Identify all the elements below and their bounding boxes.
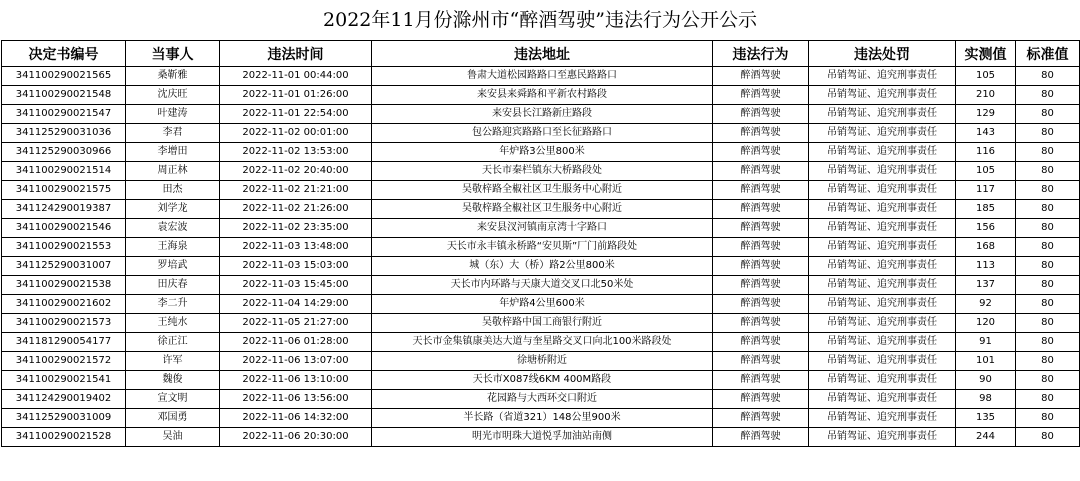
measured-value-cell: 210 [956,86,1016,105]
party-cell: 徐正江 [126,333,220,352]
violation-time-cell: 2022-11-04 14:29:00 [220,295,372,314]
violation-time-cell: 2022-11-06 13:10:00 [220,371,372,390]
violation-time-cell: 2022-11-06 20:30:00 [220,428,372,447]
violation-time-cell: 2022-11-02 21:21:00 [220,181,372,200]
party-cell: 罗培武 [126,257,220,276]
party-cell: 田庆春 [126,276,220,295]
violation-address-cell: 鲁肃大道松园路路口至惠民路路口 [372,67,713,86]
party-cell: 王纯水 [126,314,220,333]
penalty-cell: 吊销驾证、追究刑事责任 [809,124,956,143]
standard-value-cell: 80 [1016,409,1080,428]
decision-number-cell: 341124290019387 [2,200,126,219]
table-row [2,124,1080,143]
party-cell: 田杰 [126,181,220,200]
party-cell: 邓国勇 [126,409,220,428]
violation-behavior-cell: 醉酒驾驶 [713,390,809,409]
penalty-cell: 吊销驾证、追究刑事责任 [809,105,956,124]
violation-address-cell: 天长市X087线6KM 400M路段 [372,371,713,390]
standard-value-cell: 80 [1016,390,1080,409]
penalty-cell: 吊销驾证、追究刑事责任 [809,352,956,371]
violation-behavior-cell: 醉酒驾驶 [713,238,809,257]
decision-number-cell: 341100290021573 [2,314,126,333]
standard-value-cell: 80 [1016,181,1080,200]
decision-number-cell: 341100290021538 [2,276,126,295]
measured-value-cell: 143 [956,124,1016,143]
table-row [2,162,1080,181]
table-row [2,409,1080,428]
violation-address-cell: 来安县长江路新庄路段 [372,105,713,124]
table-row [2,276,1080,295]
violations-table [1,40,1080,447]
table-row [2,200,1080,219]
penalty-cell: 吊销驾证、追究刑事责任 [809,238,956,257]
violation-time-cell: 2022-11-02 13:53:00 [220,143,372,162]
table-row [2,86,1080,105]
standard-value-cell: 80 [1016,124,1080,143]
decision-number-cell: 341100290021514 [2,162,126,181]
party-cell: 沈庆旺 [126,86,220,105]
table-row [2,333,1080,352]
penalty-cell: 吊销驾证、追究刑事责任 [809,409,956,428]
standard-value-cell: 80 [1016,238,1080,257]
decision-number-cell: 341100290021602 [2,295,126,314]
violation-behavior-cell: 醉酒驾驶 [713,219,809,238]
decision-number-cell: 341100290021553 [2,238,126,257]
measured-value-cell: 113 [956,257,1016,276]
column-header-penalty: 违法处罚 [809,41,956,67]
party-cell: 桑靳雅 [126,67,220,86]
violation-behavior-cell: 醉酒驾驶 [713,105,809,124]
decision-number-cell: 341100290021528 [2,428,126,447]
violation-address-cell: 包公路迎宾路路口至长征路路口 [372,124,713,143]
table-body [2,67,1080,447]
violation-address-cell: 年炉路4公里600米 [372,295,713,314]
standard-value-cell: 80 [1016,295,1080,314]
decision-number-cell: 341124290019402 [2,390,126,409]
measured-value-cell: 91 [956,333,1016,352]
standard-value-cell: 80 [1016,276,1080,295]
party-cell: 宣文明 [126,390,220,409]
standard-value-cell: 80 [1016,428,1080,447]
measured-value-cell: 92 [956,295,1016,314]
violation-behavior-cell: 醉酒驾驶 [713,181,809,200]
violation-address-cell: 花园路与大西环交口附近 [372,390,713,409]
decision-number-cell: 341100290021547 [2,105,126,124]
decision-number-cell: 341100290021565 [2,67,126,86]
table-row [2,295,1080,314]
table-row [2,181,1080,200]
penalty-cell: 吊销驾证、追究刑事责任 [809,143,956,162]
measured-value-cell: 135 [956,409,1016,428]
measured-value-cell: 168 [956,238,1016,257]
violation-address-cell: 天长市永丰镇永桥路“安贝斯”厂门前路段处 [372,238,713,257]
violation-address-cell: 吴敬梓路全椒社区卫生服务中心附近 [372,200,713,219]
violation-time-cell: 2022-11-06 13:07:00 [220,352,372,371]
measured-value-cell: 137 [956,276,1016,295]
violation-behavior-cell: 醉酒驾驶 [713,67,809,86]
party-cell: 魏俊 [126,371,220,390]
violation-address-cell: 天长市秦栏镇东大桥路段处 [372,162,713,181]
standard-value-cell: 80 [1016,257,1080,276]
decision-number-cell: 341100290021575 [2,181,126,200]
column-header-violation-address: 违法地址 [372,41,713,67]
measured-value-cell: 117 [956,181,1016,200]
penalty-cell: 吊销驾证、追究刑事责任 [809,314,956,333]
standard-value-cell: 80 [1016,162,1080,181]
violation-address-cell: 吴敬梓路中国工商银行附近 [372,314,713,333]
violation-behavior-cell: 醉酒驾驶 [713,314,809,333]
violation-address-cell: 吴敬梓路全椒社区卫生服务中心附近 [372,181,713,200]
table-row [2,428,1080,447]
standard-value-cell: 80 [1016,333,1080,352]
measured-value-cell: 129 [956,105,1016,124]
violation-time-cell: 2022-11-03 15:45:00 [220,276,372,295]
party-cell: 袁宏波 [126,219,220,238]
violation-time-cell: 2022-11-05 21:27:00 [220,314,372,333]
standard-value-cell: 80 [1016,67,1080,86]
party-cell: 叶建涛 [126,105,220,124]
table-row [2,352,1080,371]
decision-number-cell: 341100290021548 [2,86,126,105]
decision-number-cell: 341125290031007 [2,257,126,276]
measured-value-cell: 90 [956,371,1016,390]
standard-value-cell: 80 [1016,219,1080,238]
standard-value-cell: 80 [1016,86,1080,105]
penalty-cell: 吊销驾证、追究刑事责任 [809,181,956,200]
measured-value-cell: 116 [956,143,1016,162]
violation-behavior-cell: 醉酒驾驶 [713,333,809,352]
violation-behavior-cell: 醉酒驾驶 [713,428,809,447]
table-row [2,371,1080,390]
penalty-cell: 吊销驾证、追究刑事责任 [809,86,956,105]
violation-behavior-cell: 醉酒驾驶 [713,162,809,181]
penalty-cell: 吊销驾证、追究刑事责任 [809,200,956,219]
violation-time-cell: 2022-11-02 20:40:00 [220,162,372,181]
violation-behavior-cell: 醉酒驾驶 [713,352,809,371]
violation-time-cell: 2022-11-03 15:03:00 [220,257,372,276]
violation-time-cell: 2022-11-01 22:54:00 [220,105,372,124]
violation-behavior-cell: 醉酒驾驶 [713,143,809,162]
violation-behavior-cell: 醉酒驾驶 [713,86,809,105]
party-cell: 王海泉 [126,238,220,257]
violation-behavior-cell: 醉酒驾驶 [713,276,809,295]
violation-time-cell: 2022-11-01 01:26:00 [220,86,372,105]
violation-address-cell: 城（东）大（桥）路2公里800米 [372,257,713,276]
party-cell: 李增田 [126,143,220,162]
violation-address-cell: 天长市内环路与天康大道交叉口北50米处 [372,276,713,295]
penalty-cell: 吊销驾证、追究刑事责任 [809,333,956,352]
violation-behavior-cell: 醉酒驾驶 [713,200,809,219]
violation-behavior-cell: 醉酒驾驶 [713,409,809,428]
penalty-cell: 吊销驾证、追究刑事责任 [809,219,956,238]
party-cell: 李君 [126,124,220,143]
standard-value-cell: 80 [1016,371,1080,390]
decision-number-cell: 341100290021546 [2,219,126,238]
penalty-cell: 吊销驾证、追究刑事责任 [809,428,956,447]
violation-address-cell: 天长市金集镇康美达大道与奎星路交叉口向北100米路段处 [372,333,713,352]
violation-time-cell: 2022-11-06 14:32:00 [220,409,372,428]
violation-time-cell: 2022-11-06 01:28:00 [220,333,372,352]
page-title: 2022年11月份滁州市“醉酒驾驶”违法行为公开公示 [323,9,757,31]
violation-time-cell: 2022-11-06 13:56:00 [220,390,372,409]
table-row [2,314,1080,333]
violation-address-cell: 来安县汊河镇南京湾十字路口 [372,219,713,238]
column-header-violation-time: 违法时间 [220,41,372,67]
violation-time-cell: 2022-11-02 00:01:00 [220,124,372,143]
standard-value-cell: 80 [1016,314,1080,333]
column-header-standard-value: 标准值 [1016,41,1080,67]
column-header-measured-value: 实测值 [956,41,1016,67]
penalty-cell: 吊销驾证、追究刑事责任 [809,276,956,295]
violation-behavior-cell: 醉酒驾驶 [713,295,809,314]
column-header-decision-number: 决定书编号 [2,41,126,67]
violation-address-cell: 半长路（省道321）148公里900米 [372,409,713,428]
penalty-cell: 吊销驾证、追究刑事责任 [809,67,956,86]
table-row [2,219,1080,238]
penalty-cell: 吊销驾证、追究刑事责任 [809,371,956,390]
column-header-violation-behavior: 违法行为 [713,41,809,67]
measured-value-cell: 185 [956,200,1016,219]
decision-number-cell: 341125290030966 [2,143,126,162]
penalty-cell: 吊销驾证、追究刑事责任 [809,257,956,276]
party-cell: 李二升 [126,295,220,314]
table-row [2,238,1080,257]
party-cell: 刘学龙 [126,200,220,219]
violation-behavior-cell: 醉酒驾驶 [713,124,809,143]
violation-behavior-cell: 醉酒驾驶 [713,257,809,276]
decision-number-cell: 341181290054177 [2,333,126,352]
standard-value-cell: 80 [1016,143,1080,162]
penalty-cell: 吊销驾证、追究刑事责任 [809,162,956,181]
table-row [2,390,1080,409]
violation-address-cell: 年炉路3公里800米 [372,143,713,162]
table-row [2,67,1080,86]
party-cell: 周正林 [126,162,220,181]
violation-time-cell: 2022-11-02 23:35:00 [220,219,372,238]
measured-value-cell: 105 [956,162,1016,181]
table-row [2,143,1080,162]
decision-number-cell: 341100290021541 [2,371,126,390]
measured-value-cell: 120 [956,314,1016,333]
penalty-cell: 吊销驾证、追究刑事责任 [809,295,956,314]
measured-value-cell: 156 [956,219,1016,238]
standard-value-cell: 80 [1016,200,1080,219]
violation-time-cell: 2022-11-01 00:44:00 [220,67,372,86]
decision-number-cell: 341125290031009 [2,409,126,428]
table-row [2,105,1080,124]
measured-value-cell: 98 [956,390,1016,409]
measured-value-cell: 101 [956,352,1016,371]
measured-value-cell: 105 [956,67,1016,86]
column-header-party: 当事人 [126,41,220,67]
decision-number-cell: 341125290031036 [2,124,126,143]
violation-address-cell: 徐塘桥附近 [372,352,713,371]
party-cell: 许军 [126,352,220,371]
violation-time-cell: 2022-11-03 13:48:00 [220,238,372,257]
measured-value-cell: 244 [956,428,1016,447]
violation-address-cell: 来安县来舜路和平新农村路段 [372,86,713,105]
table-row [2,257,1080,276]
party-cell: 吴油 [126,428,220,447]
violation-time-cell: 2022-11-02 21:26:00 [220,200,372,219]
decision-number-cell: 341100290021572 [2,352,126,371]
table-header-row [2,41,1080,67]
penalty-cell: 吊销驾证、追究刑事责任 [809,390,956,409]
violation-address-cell: 明光市明珠大道悦孚加油站南侧 [372,428,713,447]
standard-value-cell: 80 [1016,352,1080,371]
violation-behavior-cell: 醉酒驾驶 [713,371,809,390]
standard-value-cell: 80 [1016,105,1080,124]
